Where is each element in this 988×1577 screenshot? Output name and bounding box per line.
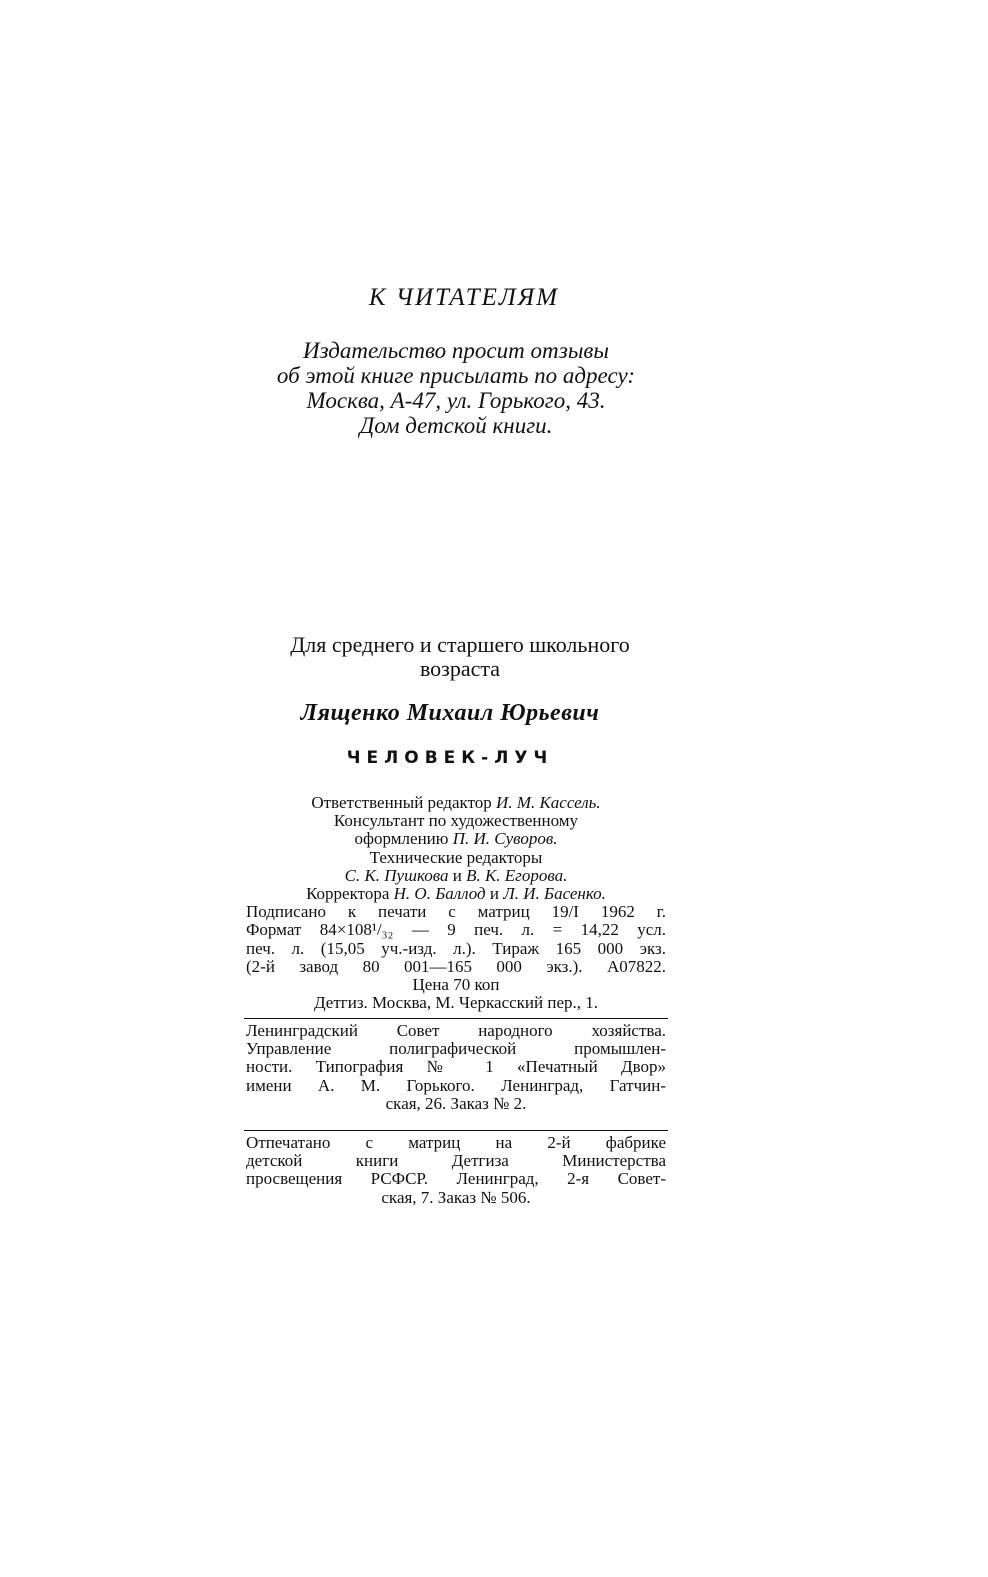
signed-line: Подписано к печати с матриц 19/I 1962 г. [246, 902, 666, 922]
audience-note [240, 633, 680, 681]
printer-line: Управление полиграфической промышлен- [246, 1039, 666, 1059]
readers-notice-body [236, 338, 676, 438]
tech-editors-names [246, 867, 666, 885]
book-title: ЧЕЛОВЕК-ЛУЧ [346, 748, 554, 768]
author-name: Лященко Михаил Юрьевич [300, 700, 600, 726]
audience-line: Для среднего и старшего школьного [290, 632, 630, 657]
credits-block [246, 794, 666, 1012]
readers-notice-line: Москва, А-47, ул. Горького, 43. [306, 388, 606, 413]
printer-line: имени А. М. Горького. Ленинград, Гатчин- [246, 1075, 666, 1095]
proofreaders-line [246, 885, 666, 903]
run-line: (2-й завод 80 001—165 000 экз.). А07822. [246, 956, 666, 976]
printed-from-line: ская, 7. Заказ № 506. [381, 1187, 531, 1207]
editor-line [246, 794, 666, 812]
printer-line: ская, 26. Заказ № 2. [385, 1093, 527, 1113]
proofreader-1: Н. О. Баллод [393, 884, 486, 904]
divider [244, 1018, 668, 1019]
sheets-line: печ. л. (15,05 уч.-изд. л.). Тираж 165 000 экз. [246, 938, 666, 958]
format-line: Формат 84×108¹/₃₂ — 9 печ. л. = 14,22 усл. [246, 920, 666, 940]
tech-editor-2: В. К. Егорова. [466, 865, 568, 885]
printed-from-line: просвещения РСФСР. Ленинград, 2-я Совет- [246, 1169, 666, 1189]
printer-block [246, 1022, 666, 1113]
printed-from-line: детской книги Детгиза Министерства [246, 1151, 666, 1171]
readers-notice-heading: К ЧИТАТЕЛЯМ [368, 284, 560, 311]
consultant-role: оформлению [354, 829, 449, 849]
proofreader-2: Л. И. Басенко. [503, 884, 606, 904]
editor-role: Ответственный редактор [311, 793, 492, 812]
printer-line: ности. Типография № 1 «Печатный Двор» [246, 1057, 666, 1077]
editor-name: И. М. Кассель. [496, 793, 601, 812]
consultant-name: П. И. Суворов. [452, 829, 558, 849]
consultant-line-2 [246, 830, 666, 848]
divider [244, 1130, 668, 1131]
audience-line: возраста [419, 656, 501, 681]
readers-notice-line: об этой книге присылать по адресу: [276, 363, 636, 388]
publisher-line: Детгиз. Москва, М. Черкасский пер., 1. [313, 993, 599, 1013]
readers-notice-line: Дом детской книги. [359, 413, 553, 438]
price-line: Цена 70 коп [412, 975, 500, 995]
printed-from-block [246, 1134, 666, 1207]
proofreaders-role: Корректора [306, 884, 390, 904]
printed-from-line: Отпечатано с матриц на 2-й фабрике [246, 1133, 666, 1152]
proofreaders-and: и [489, 884, 499, 904]
consultant-line-1: Консультант по художественному [333, 811, 579, 831]
readers-notice-line: Издательство просит отзывы [303, 338, 609, 363]
tech-editor-1: С. К. Пушкова [344, 865, 449, 885]
printer-line: Ленинградский Совет народного хозяйства. [246, 1021, 666, 1040]
tech-editors-and: и [452, 865, 462, 885]
tech-editors-role: Технические редакторы [369, 847, 543, 867]
